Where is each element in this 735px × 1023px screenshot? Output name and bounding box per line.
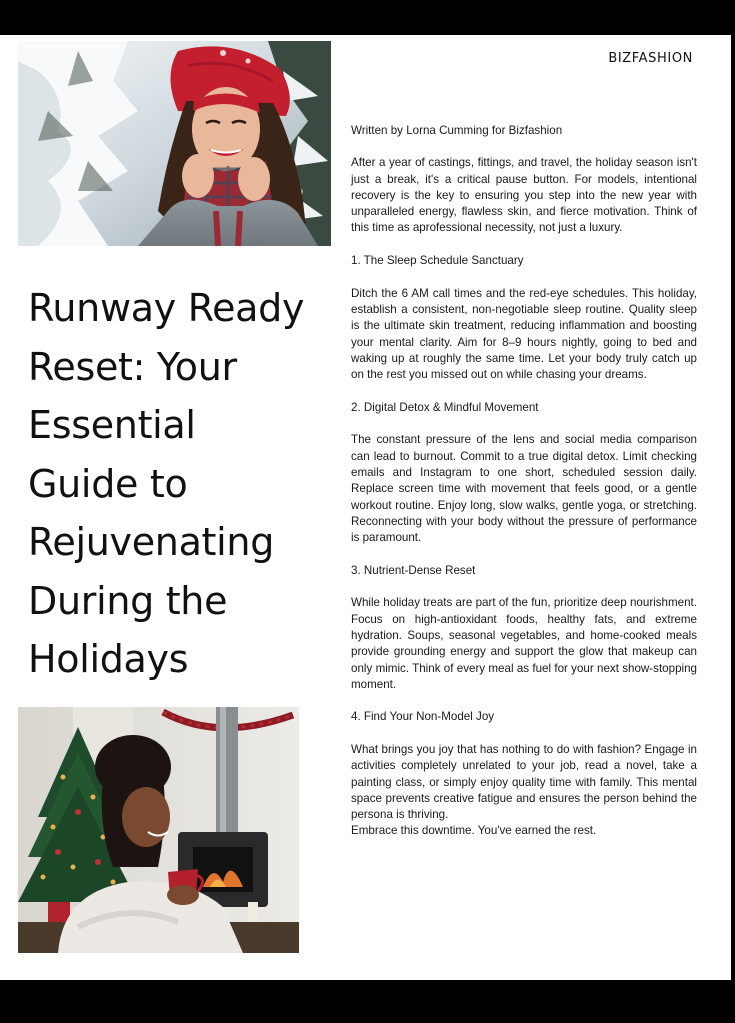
title-line: Rejuvenating bbox=[28, 520, 275, 564]
section-heading: 1. The Sleep Schedule Sanctuary bbox=[351, 254, 524, 268]
title-line: Guide to bbox=[28, 461, 188, 506]
title-line: Reset: Your bbox=[28, 344, 237, 389]
title-line: Essential bbox=[28, 403, 196, 447]
brand-name: BIZFASHION bbox=[608, 51, 693, 66]
cozy-holiday-photo bbox=[18, 707, 299, 953]
article-body bbox=[351, 123, 697, 840]
section-heading: 4. Find Your Non-Model Joy bbox=[351, 710, 495, 724]
title-line: Runway Ready bbox=[28, 286, 305, 330]
cozy-photo-illustration bbox=[18, 707, 299, 953]
byline: Written by Lorna Cumming for Bizfashion bbox=[351, 124, 563, 137]
closing-line: Embrace this downtime. You've earned the rest. bbox=[351, 824, 597, 838]
title-line: During the bbox=[28, 578, 228, 623]
intro-paragraph: After a year of castings, fittings, and travel, the holiday season isn't just a break, it's a critical pause button. For models, intentional recovery is the key to ensuring you step into the new year with unparalleled energy, flawless skin, and fierce motivation. Think of this time as aprofessional necessity, not just a luxury. bbox=[351, 156, 697, 235]
title-line: Holidays bbox=[28, 637, 189, 681]
section-paragraph: The constant pressure of the lens and social media comparison can lead to burnout. Commit to a true digital detox. Limit checking emails and Instagram to one short, scheduled session daily. Replace screen time with movement that feels good, or a gentle workout routine. Enjoy long, slow walks, gentle yoga, or stretching. Reconnecting with your body without the pressure of performance is paramount. bbox=[351, 433, 697, 545]
magazine-page bbox=[0, 35, 731, 980]
section-paragraph: What brings you joy that has nothing to do with fashion? Engage in activities completely unrelated to your job, read a novel, take a painting class, or simply enjoy quality time with family. This mental space prevents creative fatigue and ensures the person behind the persona is thriving. bbox=[351, 742, 697, 822]
article-title bbox=[28, 279, 333, 689]
section-heading: 3. Nutrient-Dense Reset bbox=[351, 563, 476, 577]
section-paragraph: While holiday treats are part of the fun, prioritize deep nourishment. Focus on high-antioxidant foods, healthy fats, and extreme hydration. Soups, seasonal vegetables, and home-cooked meals provide grounding energy and support the glow that makeup can only mimic. Think of every meal as fuel for your next show-stopping moment. bbox=[351, 596, 697, 691]
section-paragraph: Ditch the 6 AM call times and the red-eye schedules. This holiday, establish a consistent, non-negotiable sleep routine. Quality sleep is the ultimate skin treatment, reducing inflammation and boosting your mental clarity. Aim for 8–9 hours nightly, going to bed and waking up at roughly the same time. Let your body truly catch up on the rest you missed out on while chasing your dreams. bbox=[351, 286, 697, 382]
section-heading: 2. Digital Detox & Mindful Movement bbox=[351, 400, 539, 414]
hero-photo-snow-model bbox=[18, 41, 331, 246]
hero-photo-illustration bbox=[18, 41, 331, 246]
